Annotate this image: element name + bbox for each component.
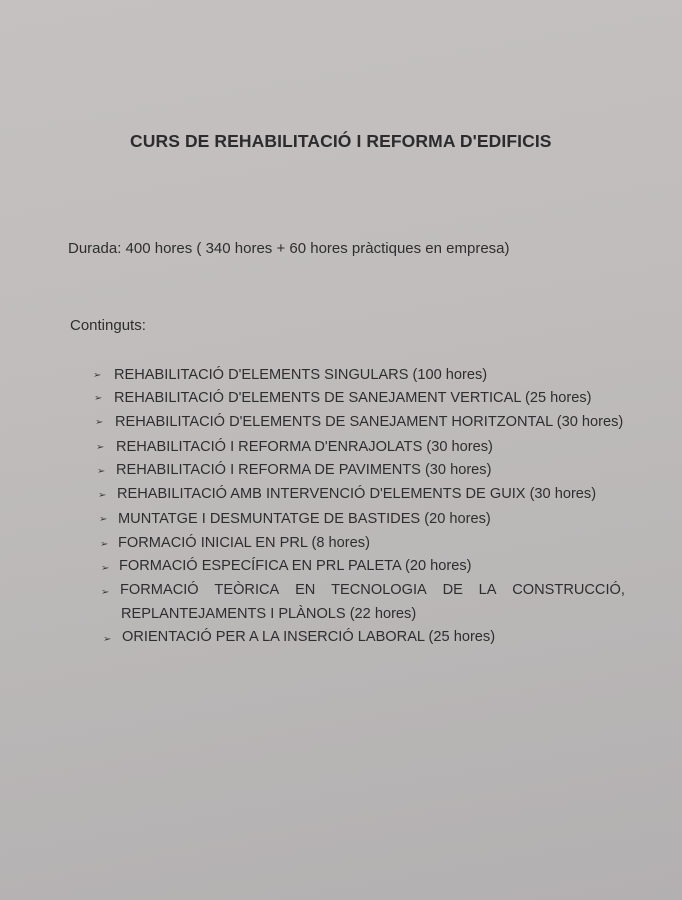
list-item: ORIENTACIÓ PER A LA INSERCIÓ LABORAL (25 hores) bbox=[122, 629, 496, 645]
word: DE bbox=[442, 582, 463, 598]
bullet-arrow-icon: ➢ bbox=[101, 563, 110, 574]
word: EN bbox=[295, 582, 316, 598]
word: TEÒRICA bbox=[214, 582, 280, 598]
word: CONSTRUCCIÓ, bbox=[512, 582, 625, 598]
bullet-arrow-icon: ➢ bbox=[95, 417, 104, 428]
bullet-arrow-icon: ➢ bbox=[100, 539, 109, 550]
bullet-arrow-icon: ➢ bbox=[93, 370, 102, 381]
bullet-arrow-icon: ➢ bbox=[94, 393, 103, 404]
bullet-arrow-icon: ➢ bbox=[101, 587, 110, 598]
list-item-continuation: REPLANTEJAMENTS I PLÀNOLS (22 hores) bbox=[121, 606, 417, 622]
list-item: MUNTATGE I DESMUNTATGE DE BASTIDES (20 hores) bbox=[118, 511, 491, 527]
word: LA bbox=[478, 582, 497, 598]
bullet-arrow-icon: ➢ bbox=[97, 466, 106, 477]
bullet-arrow-icon: ➢ bbox=[98, 490, 107, 501]
word: TECNOLOGIA bbox=[331, 582, 427, 598]
list-item-multiline bbox=[120, 582, 625, 598]
bullet-arrow-icon: ➢ bbox=[103, 634, 112, 645]
contents-label: Continguts: bbox=[70, 317, 146, 334]
bullet-arrow-icon: ➢ bbox=[96, 442, 105, 453]
bullet-arrow-icon: ➢ bbox=[99, 514, 108, 525]
list-item: REHABILITACIÓ D'ELEMENTS DE SANEJAMENT VERTICAL (25 hores) bbox=[114, 390, 592, 406]
list-item: REHABILITACIÓ I REFORMA DE PAVIMENTS (30 hores) bbox=[116, 462, 492, 478]
document-title: CURS DE REHABILITACIÓ I REFORMA D'EDIFICIS bbox=[130, 131, 552, 151]
list-item: REHABILITACIÓ AMB INTERVENCIÓ D'ELEMENTS DE GUIX (30 hores) bbox=[117, 486, 597, 502]
word: FORMACIÓ bbox=[120, 582, 199, 598]
list-item: REHABILITACIÓ D'ELEMENTS DE SANEJAMENT HORITZONTAL (30 hores) bbox=[115, 414, 624, 430]
list-item: FORMACIÓ INICIAL EN PRL (8 hores) bbox=[118, 535, 370, 551]
list-item: REHABILITACIÓ D'ELEMENTS SINGULARS (100 hores) bbox=[114, 367, 488, 383]
list-item: REHABILITACIÓ I REFORMA D'ENRAJOLATS (30 hores) bbox=[116, 439, 493, 455]
list-item: FORMACIÓ ESPECÍFICA EN PRL PALETA (20 hores) bbox=[119, 558, 472, 574]
course-duration: Durada: 400 hores ( 340 hores + 60 hores pràctiques en empresa) bbox=[68, 240, 510, 257]
